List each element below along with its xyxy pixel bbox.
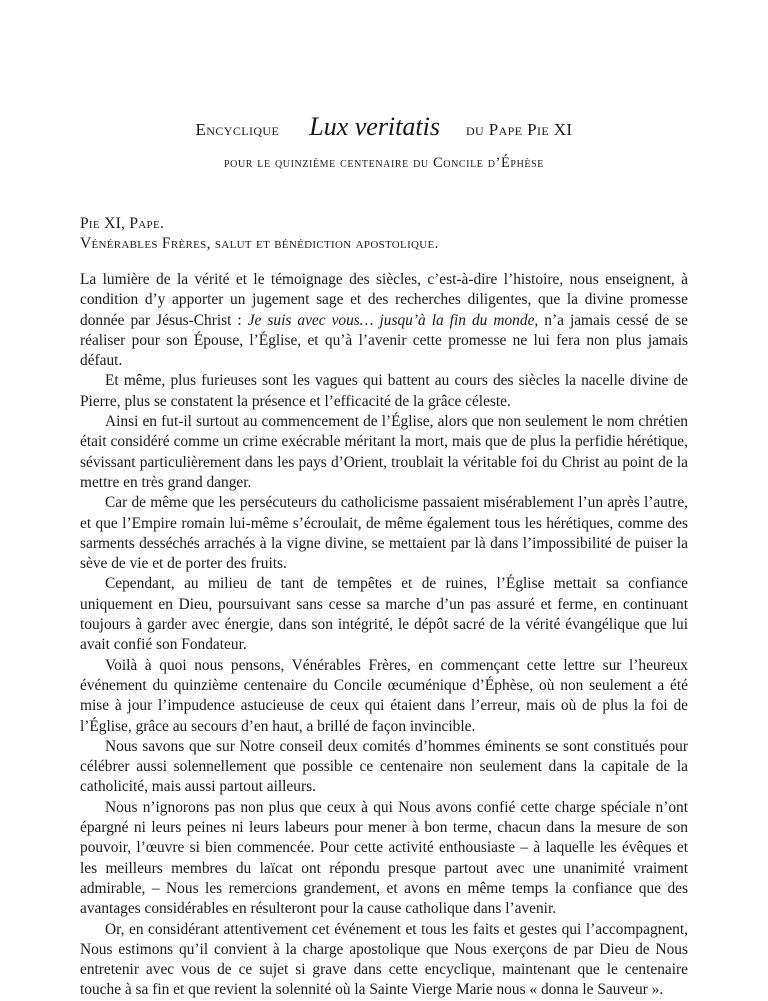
scripture-quote: Je suis avec vous… jusqu’à la fin du monde, — [247, 311, 539, 329]
paragraph-7: Nous savons que sur Notre conseil deux comités d’hommes éminents se sont constitués pour célébrer aussi solennellement que possible ce centenaire non seulement dans la capitale de la catholicité, mais aussi partout ailleurs. — [80, 737, 688, 796]
paragraph-1 — [80, 270, 688, 371]
document-subtitle: pour le quinzième centenaire du Concile d’Éphèse — [224, 155, 544, 171]
paragraph-4: Car de même que les persécuteurs du catholicisme passaient misérablement l’un après l’autre, et que l’Empire romain lui-même s’écroulait, de même également tous les hérétiques, comme des sarments desséchés arrachés à la vigne divine, se mettaient par là dans l’impossibilité de puiser la sève de vie et de porter des fruits. — [80, 494, 688, 573]
addressee-block — [80, 214, 688, 254]
paragraph-3: Ainsi en fut-il surtout au commencement de l’Église, alors que non seulement le nom chrétien était considéré comme un crime exécrable méritant la mort, mais que de plus la perfidie hérétique, sévissant particulièrement dans les pays d’Orient, troublait la véritable foi du Christ au point de la mettre en très grand danger. — [80, 413, 688, 491]
paragraph-6: Voilà à quoi nous pensons, Vénérables Frères, en commençant cette lettre sur l’heureux événement du quinzième centenaire du Concile œcuménique d’Éphèse, où non seulement a été mise à jour l’impudence astucieuse de ceux qui étaient dans l’erreur, mais où de plus la foi de l’Église, grâce au secours d’en haut, a brillé de façon invincible. — [80, 656, 688, 735]
sender-line: Pie XI, Pape. — [80, 215, 165, 232]
paragraph-2: Et même, plus furieuses sont les vagues qui battent au cours des siècles la nacelle divine de Pierre, plus se constatent la présence et l’efficacité de la grâce céleste. — [80, 372, 688, 410]
paragraph-1-text-b: n’a jamais cessé de se réaliser pour son Épouse, l’Église, et qu’à l’avenir cette promesse ne lui fera non plus jamais défaut. — [80, 311, 689, 370]
salutation-line: Vénérables Frères, salut et bénédiction apostolique. — [80, 235, 439, 252]
paragraph-9: Or, en considérant attentivement cet événement et tous les faits et gestes qui l’accompagnent, Nous estimons qu’il convient à la charge apostolique que Nous exerçons de par Dieu de Nous entretenir avec vous de ce sujet si grave dans cette encyclique, maintenant que le centenaire touche à sa fin et que revient la solennité où la Sainte Vierge Marie nous « donna le Sauveur ». — [80, 920, 688, 999]
title-prefix: Encyclique — [195, 120, 280, 139]
body-text — [80, 270, 688, 1001]
paragraph-8: Nous n’ignorons pas non plus que ceux à qui Nous avons confié cette charge spéciale n’ont épargné ni leurs peines ni leurs labeurs pour mener à bon terme, chacun dans la mesure de son pouvoir, l’œuvre si bien commencée. Pour cette activité enthousiaste – à laquelle les évêques et les meilleurs membres du laïcat ont répondu presque partout avec une unanimité vraiment admirable, – Nous les remercions grandement, et avons en même temps la confiance que des avantages considérables en résulteront pour la cause catholique dans l’avenir. — [80, 798, 688, 918]
title-suffix: du Pape Pie XI — [465, 120, 573, 139]
paragraph-1-text-a: La lumière de la vérité et le témoignage des siècles, c’est-à-dire l’histoire, nous enseignent, à condition d’y apporter un jugement sage et des recherches diligentes, que la divine promesse donnée par Jésus-Christ : — [80, 271, 688, 329]
document-page — [80, 112, 688, 1001]
paragraph-5: Cependant, au milieu de tant de tempêtes et de ruines, l’Église mettait sa confiance uniquement en Dieu, poursuivant sans cesse sa marche d’un pas assuré et ferme, en continuant toujours à garder avec énergie, dans son intégrité, le dépôt sacré de la vérité évangélique que lui avait confié son Fondateur. — [80, 575, 688, 654]
document-title — [80, 112, 688, 142]
title-latin: Lux veritatis — [309, 112, 440, 141]
